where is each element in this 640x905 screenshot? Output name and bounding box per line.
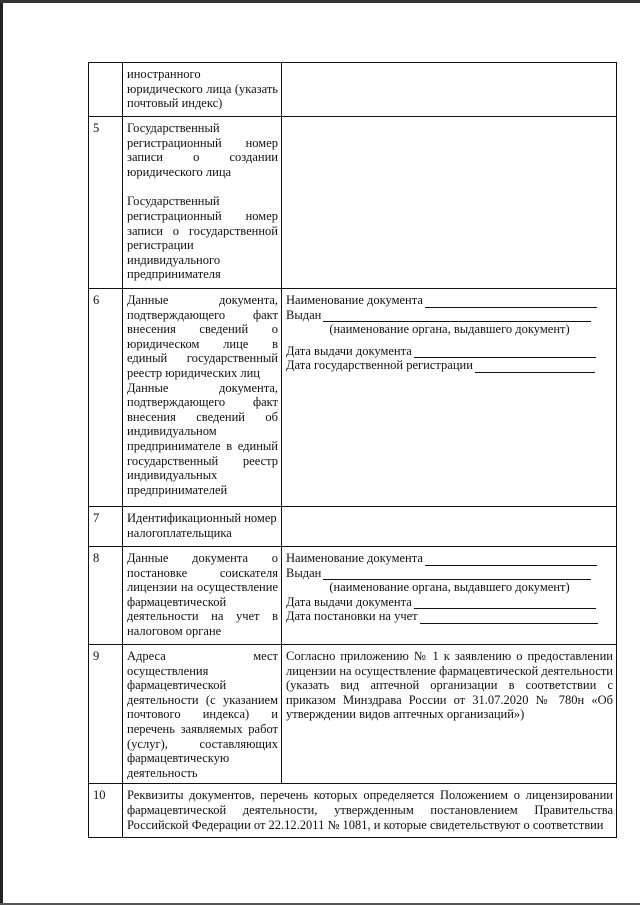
- application-table: [88, 62, 617, 838]
- issue-date-field[interactable]: [286, 344, 613, 359]
- row-label: [123, 117, 282, 289]
- issuer-caption: (наименование органа, выдавшего документ): [329, 580, 570, 595]
- field-line[interactable]: [323, 309, 591, 322]
- row-fields: [282, 289, 617, 507]
- registration-date-field[interactable]: [286, 609, 613, 624]
- field-label: Дата государственной регистрации: [286, 358, 473, 373]
- table-row: [89, 117, 617, 289]
- field-line[interactable]: [425, 295, 597, 308]
- label-text: Государственный регистрационный номер записи о создании юридического лица: [127, 121, 278, 179]
- row-value-cell[interactable]: [282, 63, 617, 117]
- label-text: Данные документа, подтверждающего факт внесения сведений об индивидуальном предпринимателе в единый государственный реестр индивидуальных предпринимателей: [127, 380, 278, 497]
- row-number: 8: [89, 547, 123, 645]
- row-value-cell[interactable]: [282, 117, 617, 289]
- field-label: Дата выдачи документа: [286, 343, 412, 358]
- field-label: Наименование документа: [286, 293, 423, 307]
- issued-by-field[interactable]: [286, 308, 613, 323]
- issued-by-field[interactable]: [286, 566, 613, 581]
- table-row: [89, 547, 617, 645]
- field-line[interactable]: [414, 345, 596, 358]
- registration-date-field[interactable]: [286, 358, 613, 373]
- row-fields: [282, 547, 617, 645]
- field-label: Наименование документа: [286, 551, 423, 565]
- row-number: 6: [89, 289, 123, 507]
- issue-date-field[interactable]: [286, 595, 613, 610]
- table-row: [89, 63, 617, 117]
- row-label: [123, 547, 282, 645]
- row-number: 5: [89, 117, 123, 289]
- label-text: Государственный регистрационный номер записи о государственной регистрации индивидуального предпринимателя: [127, 194, 278, 282]
- row-label: [123, 63, 282, 117]
- row-number: 10: [89, 784, 123, 838]
- table-row: [89, 645, 617, 784]
- field-label: Выдан: [286, 565, 322, 580]
- label-text: Адреса мест осуществления фармацевтической деятельности (с указанием почтового индекса) и перечень заявляемых работ (услуг), составляющих фармацевтическую деятельность: [127, 649, 278, 780]
- field-line[interactable]: [414, 596, 596, 609]
- label-text: Идентификационный номер налогоплательщика: [127, 511, 277, 540]
- field-label: Дата выдачи документа: [286, 594, 412, 609]
- field-line[interactable]: [475, 360, 595, 373]
- field-label: Дата постановки на учет: [286, 609, 418, 624]
- doc-name-field[interactable]: [286, 293, 613, 308]
- row-label: [123, 289, 282, 507]
- label-text: Данные документа о постановке соискателя лицензии на осуществление фармацевтической деятельности на учет в налоговом органе: [127, 551, 278, 638]
- scan-edge-left: [0, 0, 3, 905]
- label-text: Данные документа, подтверждающего факт внесения сведений о юридическом лице в единый государственный реестр юридических лиц: [127, 293, 278, 380]
- doc-name-field[interactable]: [286, 551, 613, 566]
- table-row: [89, 784, 617, 838]
- label-text: иностранного юридического лица (указать почтовый индекс): [127, 67, 278, 111]
- row-label: [123, 507, 282, 547]
- row-number: 7: [89, 507, 123, 547]
- row-value-text: Согласно приложению № 1 к заявлению о предоставлении лицензии на осуществление фармацевтической деятельности (указать вид аптечной организации в соответствии с приказом Минздрава России от 31.07.2020 № 780н «Об утверждении видов аптечных организаций»): [282, 645, 617, 784]
- field-line[interactable]: [425, 553, 597, 566]
- scan-edge-top: [0, 0, 640, 3]
- row-label: [123, 645, 282, 784]
- row-full-text: Реквизиты документов, перечень которых определяется Положением о лицензировании фармацевтической деятельности, утвержденным постановлением Правительства Российской Федерации от 22.12.2011 № 1081, и которые свидетельствуют о соответствии: [123, 784, 617, 838]
- table-row: [89, 289, 617, 507]
- table-row: [89, 507, 617, 547]
- field-line[interactable]: [420, 611, 598, 624]
- field-line[interactable]: [323, 567, 591, 580]
- row-number: 9: [89, 645, 123, 784]
- row-value-cell[interactable]: [282, 507, 617, 547]
- field-label: Выдан: [286, 307, 322, 322]
- issuer-caption: (наименование органа, выдавшего документ): [329, 322, 570, 337]
- row-number: [89, 63, 123, 117]
